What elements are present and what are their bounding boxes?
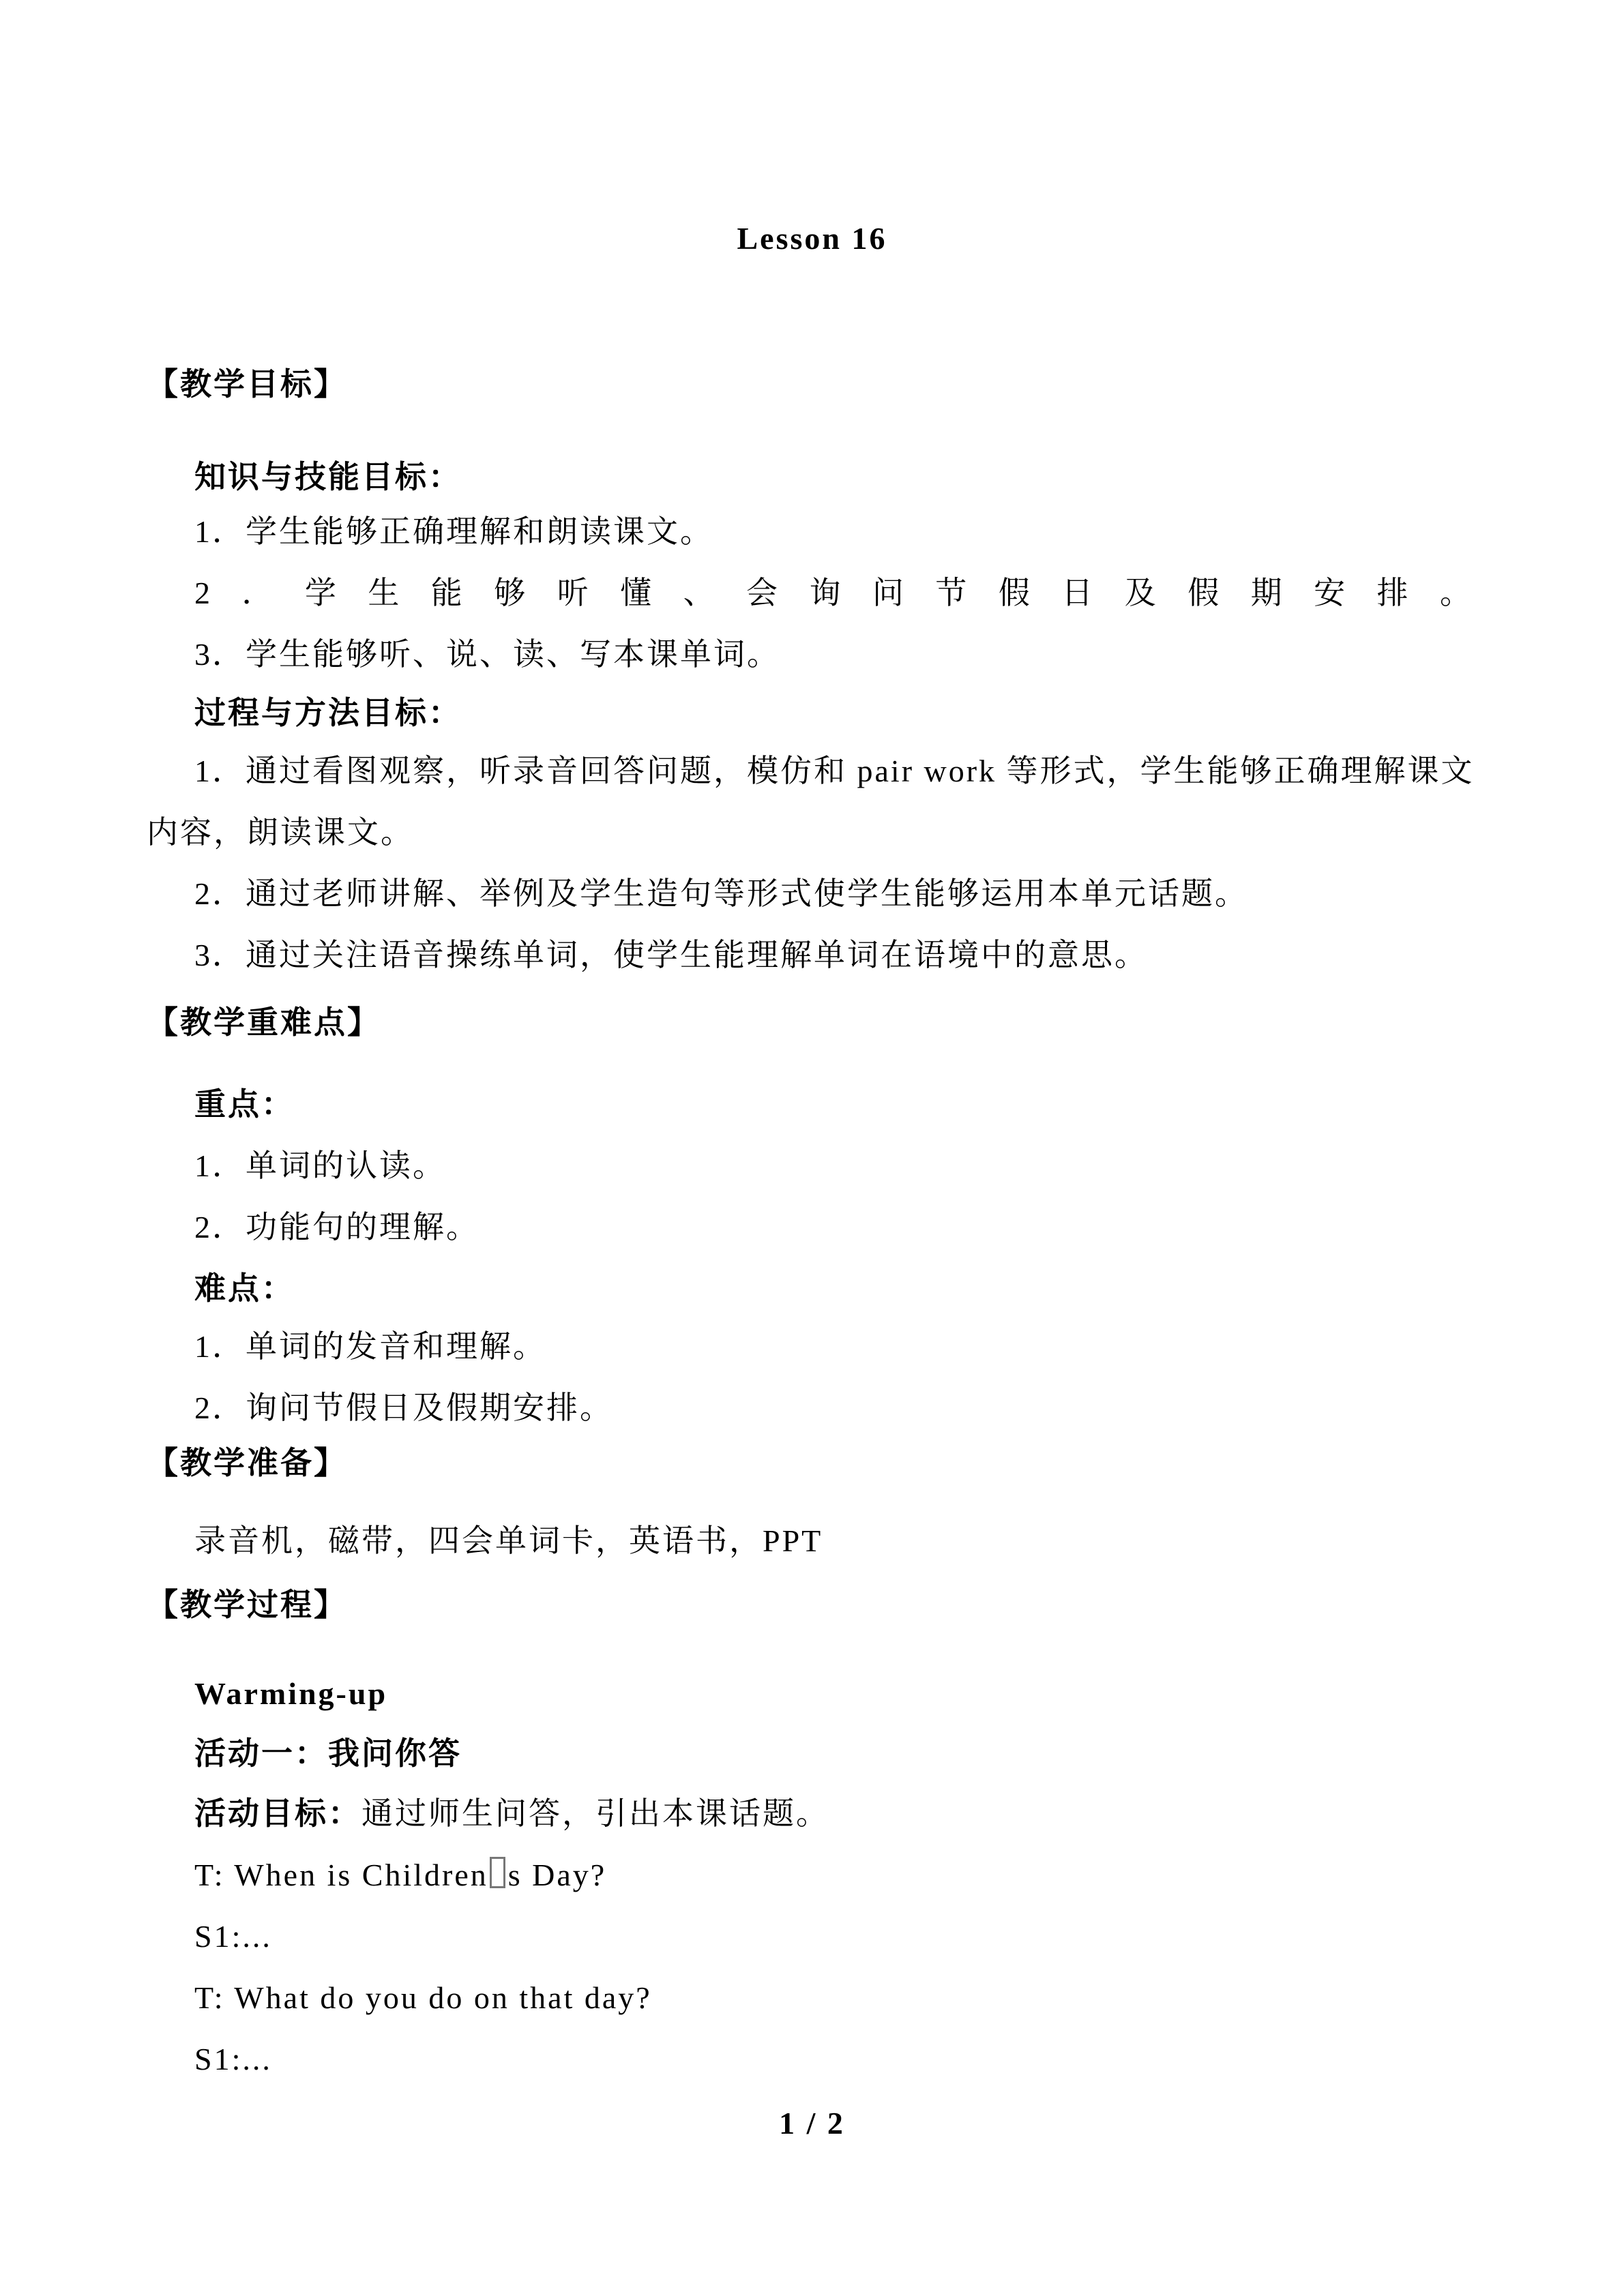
activity-goal-label: 活动目标： — [194, 1796, 361, 1831]
preparation-content: 录音机，磁带，四会单词卡，英语书，PPT — [194, 1523, 823, 1558]
dialogue-teacher-line-1 — [194, 1856, 606, 1894]
difficult-points-subheading: 难点： — [194, 1271, 295, 1306]
knowledge-skills-subheading: 知识与技能目标： — [194, 460, 462, 494]
section-heading-process: 【教学过程】 — [147, 1587, 347, 1622]
difficult-point-1: 1．单词的发音和理解。 — [194, 1329, 546, 1364]
page-title: Lesson 16 — [737, 221, 887, 256]
section-heading-preparation: 【教学准备】 — [147, 1446, 347, 1480]
dialogue-teacher-line-2: T: What do you do on that day? — [194, 1980, 652, 2015]
dialogue-student-line-2: S1:... — [194, 2042, 272, 2076]
knowledge-item-2: 2．学生能够听懂、会询问节假日及假期安排。 — [194, 576, 1473, 610]
activity-1-title: 活动一：我问你答 — [194, 1736, 462, 1771]
knowledge-item-1: 1．学生能够正确理解和朗读课文。 — [194, 514, 713, 549]
important-point-2: 2．功能句的理解。 — [194, 1210, 479, 1244]
process-item-1-line-1: 1．通过看图观察，听录音回答问题，模仿和 pair work 等形式，学生能够正确理解课文 — [194, 754, 1475, 788]
process-item-3: 3．通过关注语音操练单词，使学生能理解单词在语境中的意思。 — [194, 938, 1148, 972]
dialogue-t1-pre: T: When is Children — [194, 1858, 488, 1892]
section-heading-key-points: 【教学重难点】 — [147, 1005, 381, 1040]
activity-goal-text: 通过师生问答，引出本课话题。 — [361, 1796, 829, 1831]
process-item-1-line-2: 内容，朗读课文。 — [147, 815, 414, 850]
dialogue-t1-post: s Day? — [507, 1858, 607, 1892]
page-number: 1 / 2 — [779, 2106, 845, 2141]
activity-1-goal — [194, 1795, 829, 1832]
missing-glyph-box — [490, 1857, 505, 1888]
section-heading-objectives: 【教学目标】 — [147, 367, 347, 402]
knowledge-item-3: 3．学生能够听、说、读、写本课单词。 — [194, 637, 780, 672]
important-points-subheading: 重点： — [194, 1087, 295, 1122]
process-method-subheading: 过程与方法目标： — [194, 696, 462, 730]
difficult-point-2: 2．询问节假日及假期安排。 — [194, 1390, 613, 1425]
dialogue-student-line-1: S1:... — [194, 1919, 272, 1954]
process-item-2: 2．通过老师讲解、举例及学生造句等形式使学生能够运用本单元话题。 — [194, 876, 1248, 911]
warming-up-label: Warming-up — [194, 1676, 388, 1711]
important-point-1: 1．单词的认读。 — [194, 1148, 446, 1183]
